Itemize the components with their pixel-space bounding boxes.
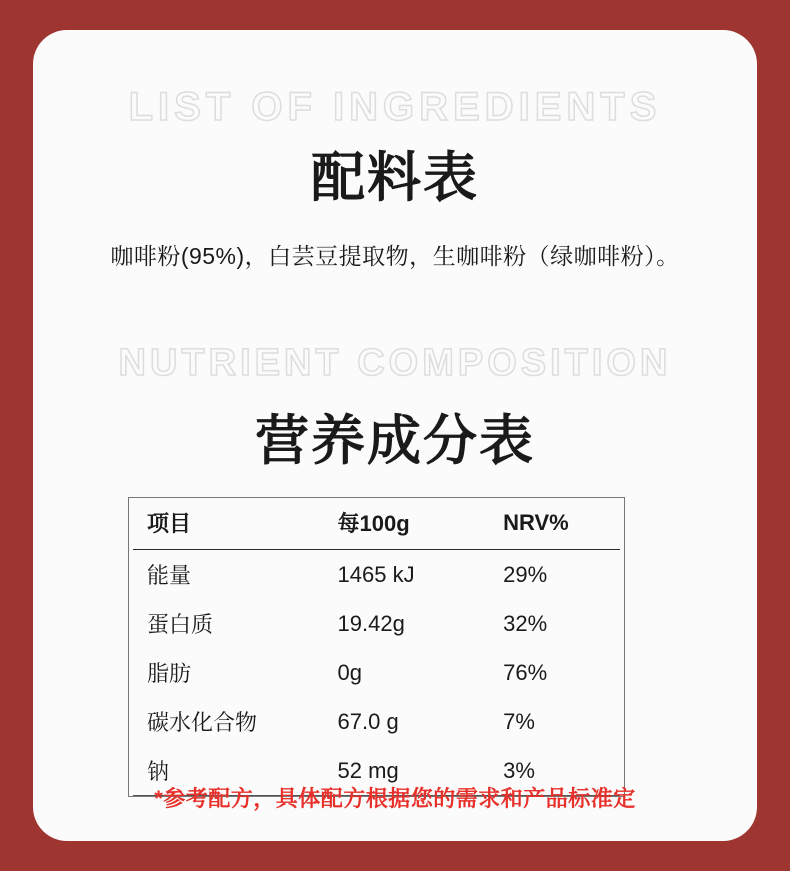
cell-item: 钠 — [133, 746, 338, 796]
table-header-row — [133, 498, 620, 550]
nutrition-table — [133, 498, 620, 796]
cell-nrv: 76% — [503, 659, 548, 685]
cell-item: 能量 — [147, 563, 192, 588]
cell-per100g: 67.0 g — [337, 708, 399, 734]
ingredients-text: 咖啡粉(95%)，白芸豆提取物，生咖啡粉（绿咖啡粉）。 — [110, 243, 680, 269]
cell-nrv: 7% — [503, 708, 535, 734]
cell-item: 碳水化合物 — [147, 710, 258, 735]
nutrition-table-container — [128, 497, 625, 797]
cell-item: 脂肪 — [147, 661, 192, 686]
cell-per100g: 52 mg — [338, 746, 504, 796]
footnote-text: *参考配方，具体配方根据您的需求和产品标准定 — [154, 786, 636, 811]
table-row — [133, 550, 620, 600]
cell-per100g: 19.42g — [337, 610, 405, 636]
column-header-per100g: 每100g — [338, 498, 504, 550]
column-header-item: 项目 — [133, 498, 338, 550]
table-row — [133, 648, 620, 697]
table-row — [133, 599, 620, 648]
ingredients-outline-heading: LIST OF INGREDIENTS — [128, 85, 662, 129]
nutrition-outline-heading: NUTRIENT COMPOSITION — [118, 342, 672, 384]
cell-per100g: 0g — [337, 659, 363, 685]
ingredients-heading: 配料表 — [311, 148, 479, 208]
cell-nrv: 29% — [503, 561, 548, 587]
nutrition-heading: 营养成分表 — [255, 411, 535, 471]
table-row — [133, 697, 620, 746]
column-header-nrv: NRV% — [503, 498, 620, 550]
cell-nrv: 3% — [503, 746, 620, 796]
nutrition-table-head — [133, 498, 620, 550]
cell-nrv: 32% — [503, 610, 548, 636]
content-card — [33, 30, 757, 841]
cell-item: 蛋白质 — [147, 612, 214, 637]
cell-per100g: 1465 kJ — [337, 561, 415, 587]
nutrition-table-body — [133, 550, 620, 796]
